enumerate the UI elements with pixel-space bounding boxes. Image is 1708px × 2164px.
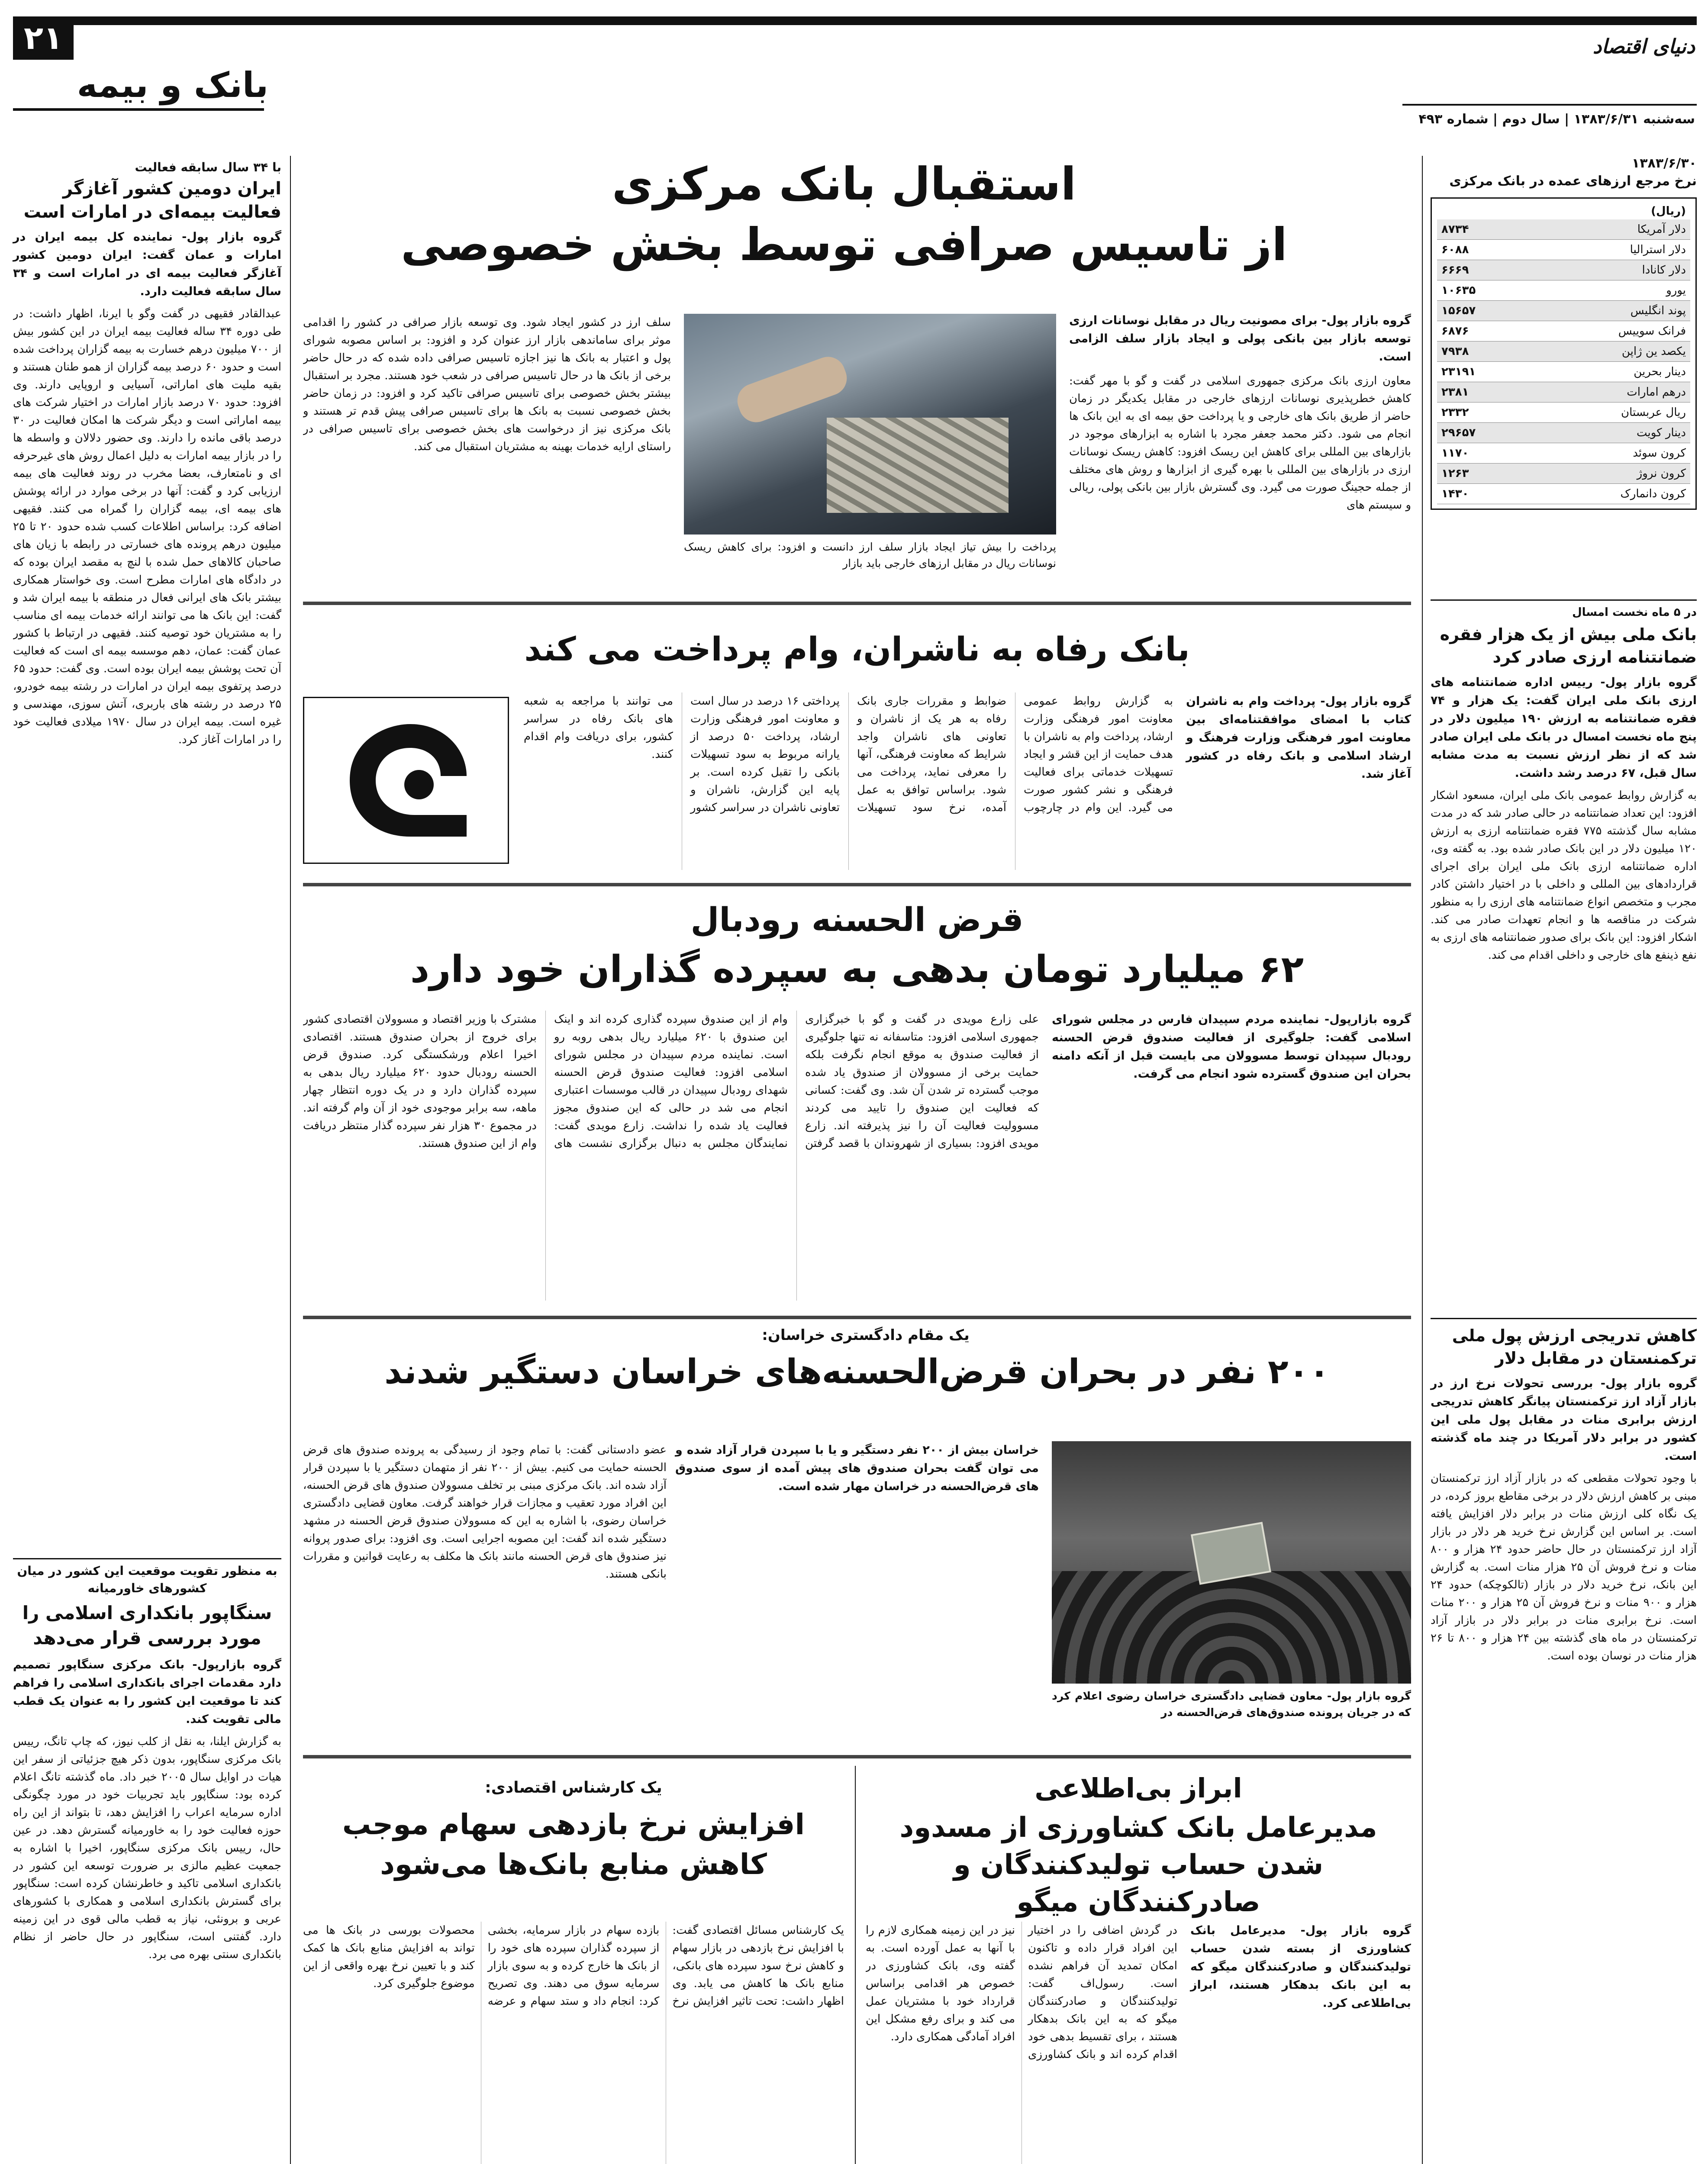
rate-row xyxy=(1437,219,1690,240)
rate-value: ۶۸۷۶ xyxy=(1441,325,1469,338)
main-lead: گروه بازار پول- برای مصونیت ریال در مقابل نوسانات ارزی توسعه بازار بین بانکی پولی و ایجاد بازار سلف الزامی است. xyxy=(1069,314,1411,364)
rate-value: ۷۹۳۸ xyxy=(1441,345,1469,358)
rate-currency: درهم امارات xyxy=(1627,386,1686,399)
rate-value: ۱۱۷۰ xyxy=(1441,447,1469,460)
photo-crowd xyxy=(1052,1571,1411,1684)
rate-currency: کرون دانمارک xyxy=(1620,487,1686,500)
masthead-rule xyxy=(1402,104,1697,106)
singapore-rule xyxy=(13,1558,281,1559)
main-photo-caption: پرداخت را بیش تیاز ایجاد بازار سلف ارز دانست و افزود: برای کاهش ریسک نوسانات ریال در مقابل ارزهای خارجی باید بازار xyxy=(684,541,1056,570)
melli-kicker: در ۵ ماه نخست امسال xyxy=(1572,606,1697,619)
rate-currency: کرون نروژ xyxy=(1637,467,1686,480)
rudbal-title-2: ۶۲ میلیارد تومان بدهی به سپرده گذاران خود دارد xyxy=(410,948,1304,991)
rate-currency: دلار کانادا xyxy=(1642,264,1686,277)
rate-currency: ریال عربستان xyxy=(1621,406,1686,419)
main-col1: معاون ارزی بانک مرکزی جمهوری اسلامی در گفت و گو با مهر گفت: کاهش خطرپذیری نوسانات ارزهای خارجی در مقابل یکدیگر در زمان حاضر از طریق بانک های خارجی و یا پرداخت حق بیمه ای به این بانک ها انجام می شود. دکتر محمد جعفر مجرد با اشاره به ابزارهای موجود در بازارهای بین المللی برای کاهش این ریسک افزود: کاهش ریسک نوسانات ارزی در بازارهای بین المللی با بهره گیری از ابزارها و روش های مختلف از جمله حجینگ صورت می گیرد. وی گسترش بازار بین بانکی پولی، ریالی و سیستم های xyxy=(1069,374,1411,512)
melli-article xyxy=(1431,606,1697,1311)
turkmen-article xyxy=(1431,1324,1697,2164)
rate-row xyxy=(1437,362,1690,382)
rate-row xyxy=(1437,341,1690,362)
insurance-body: عبدالقادر فقیهی در گفت وگو با ایرنا، اظهار داشت: در طی دوره ۳۴ ساله فعالیت بیمه ایران در این کشور بیش از ۷۰۰ میلیون درهم خسارت به بیمه گزاران پرداخت شده است و حدود ۶۰ درصد بیمه گزاران از همو طنان هستند و بقیه ملیت های اماراتی، آسیایی و اروپایی دارند. وی افزود: حدود ۷۰ درصد بازار امارات در اختیار شرکت های بیمه اماراتی است و دیگر شرکت ها امکان فعالیت در ۳۰ درصد باقی مانده را دارند. وی حضور دلالان و واسطه ها را در بازار بیمه امارات به دلیل اعمال روش های غیرحرفه ای و نامتعارف، بعضا مخرب در روند فعالیت های بیمه ارزیابی کرد و گفت: آنها در برخی موارد در ارائه پوشش های بیمه ای، بیمه گزاران را گمراه می کنند. فقیهی اضافه کرد: براساس اطلاعات کسب شده حدود ۲۰ تا ۲۵ میلیون درهم پرونده های خسارتی در رابطه با زیان های صاحبان کالاهای حمل شده با لنچ به مقصد ایران بوده که در دادگاه های امارات مطرح است. وی خواستار همکاری بیشتر بانک های ایرانی فعال در منطقه با بیمه ایران شد و گفت: این بانک ها می توانند ارائه خدمات بیمه ای مناسب را به مشتریان خود توصیه کنند. فقیهی در ارتباط با کشور عمان گفت: عمان، دهم موسسه بیمه ای است که فعالیت آن تحت پوشش بیمه ایران بوده است. وی گفت: حدود ۶۵ درصد پرتفوی بیمه ایران در امارات در رشته بیمه خودرو، ۲۵ درصد در رشته های باربری، آتش سوزی، مهندسی و غیره است. بیمه ایران در سال ۱۹۷۰ میلادی فعالیت خود را در امارات آغاز کرد. xyxy=(13,307,281,746)
insurance-kicker: با ۳۴ سال سابقه فعالیت xyxy=(135,160,281,174)
khorasan-body: عضو دادستانی گفت: با تمام وجود از رسیدگی به پرونده صندوق های قرض الحسنه حمایت می کنیم. بیش از ۲۰۰ نفر از متهمان دستگیر یا با سپردن قرار آزاد شده اند. بانک مرکزی مبنی بر تخلف مسوولان صندوق های قرض الحسنه، این افراد مورد تعقیب و مجازات قرار خواهند گرفت. معاون قضایی دادگستری خراسان رضوی، با اشاره به این که مسوولان صندوق قرض الحسنه در مشهد دستگیر شده اند گفت: این مصوبه اجرایی است. وی افزود: برای صدور پروانه نیز صندوق های قرض الحسنه مانند بانک ها مکلف به رعایت قوانین و مقررات بانکی هستند. xyxy=(303,1443,667,1581)
rate-value: ۱۴۳۰ xyxy=(1441,487,1469,500)
rate-row xyxy=(1437,423,1690,443)
dateline: سه‌شنبه ۱۳۸۳/۶/۳۱ | سال دوم | شماره ۴۹۳ xyxy=(1418,112,1695,127)
left-col-divider xyxy=(290,156,291,2164)
khorasan-photo xyxy=(1052,1441,1411,1684)
stock-body: یک کارشناس مسائل اقتصادی گفت: با افزایش نرخ بازدهی در بازار سهام و کاهش نرخ سود سپرده های بانکی، منابع بانک ها کاهش می یابد. وی اظهار داشت: تحت تاثیر افزایش نرخ بازده سهام در بازار سرمایه، بخشی از سپرده گذاران سپرده های خود را از بانک ها خارج کرده و به سوی بازار سرمایه سوق می دهند. وی تصریح کرد: انجام داد و ستد سهام و عرضه محصولات بورسی در بانک ها می تواند به افزایش منابع بانک ها کمک کند و با تعیین نرخ بهره واقعی از این موضوع جلوگیری کرد. xyxy=(303,1924,844,2008)
refah-logo-icon xyxy=(324,711,488,850)
insurance-lead: گروه بازار پول- نماینده کل بیمه ایران در امارات و عمان گفت: ایران دومین کشور آغازگر فعالیت بیمه ای در امارات است و ۳۴ سال سابقه فعالیت دارد. xyxy=(13,230,281,298)
singapore-kicker: به منظور تقویت موقعیت این کشور در میان کشورهای خاورمیانه xyxy=(17,1564,277,1595)
main-col2: سلف ارز در کشور ایجاد شود. وی توسعه بازار صرافی در کشور را اقدامی موثر برای ساماندهی بازار ارز عنوان کرد و افزود: بر اساس مصوبه شورای پول و اعتبار به بانک ها نیز اجازه تاسیس صرافی داده شده که در حال حاضر برخی از بانک ها در حال تاسیس صرافی در شعب خود هستند. مجرد بر استقبال بیشتر بخش خصوصی برای تاسیس صرافی تاکید کرد و افزود: در زمان حاضر بخش خصوصی نسبت به بانک ها برای تاسیس صرافی پیش قدم تر هستند و بانک مرکزی نیز از درخواست های بخش خصوصی برای تاسیس صرافی در راستای ارایه خدمات بهینه به مشتریان استقبال می کند. xyxy=(303,316,671,453)
turkmen-body: با وجود تحولات مقطعی که در بازار آزاد ارز ترکمنستان مبنی بر کاهش ارزش دلار در برخی مقاطع بروز کرده، در یک نگاه کلی ارزش منات در برابر دلار افزایش یافته است. بر اساس این گزارش نرخ خرید هر دلار در بازار آزاد ارز ترکمنستان در حال حاضر حدود ۲۴ هزار و ۸۰۰ منات و نرخ فروش آن ۲۵ هزار منات است. به گزارش این بانک، نرخ خرید دلار در بازار (تالکوچکه) حدود ۲۴ هزار و ۹۰۰ منات و نرخ فروش آن ۲۵ هزار و ۲۰۰ منات است. نرخ برابری منات در برابر دلار در بازار آزاد ترکمنستان در ماه های گذشته بین ۲۴ هزار و ۸۰۰ تا ۲۶ هزار منات در نوسان بوده است. xyxy=(1431,1472,1697,1662)
rate-row xyxy=(1437,403,1690,423)
rudbal-body: علی زارع مویدی در گفت و گو با خبرگزاری جمهوری اسلامی افزود: متاسفانه نه تنها جلوگیری از فعالیت صندوق به موقع انجام نگرفت بلکه حمایت برخی از مسوولان از صندوق یاد شده موجب گسترده تر شدن آن شد. وی گفت: کسانی که فعالیت این صندوق را تایید می کردند مسوولیت فعالیت آن را نیز پذیرفته اند. زارع مویدی افزود: بسیاری از شهروندان با قصد گرفتن وام از این صندوق سپرده گذاری کرده اند و اینک این صندوق با ۶۲۰ میلیارد ریال بدهی روبه رو است. نماینده مردم سپیدان در مجلس شورای اسلامی افزود: فعالیت صندوق قرض الحسنه شهدای رودبال سپیدان در قالب موسسات اعتباری انجام می شد در حالی که این صندوق مجوز فعالیت یاد شده را نداشت. زارع مویدی گفت: نمایندگان مجلس به دنبال برگزاری نشست های مشترک با وزیر اقتصاد و مسوولان اقتصادی کشور برای خروج از بحران صندوق هستند. اقتصادی اخیرا اعلام ورشکستگی کرد. صندوق قرض الحسنه رودبال حدود ۶۲۰ میلیارد ریال بدهی به سپرده گذاران دارد و در یک دوره انتظار چهار ماهه، سه برابر موجودی خود از آن وام گرفته اند. در مجموع ۳۰ هزار نفر سپرده گذار منتظر دریافت وام از این صندوق هستند. xyxy=(303,1013,1039,1150)
singapore-title: سنگاپور بانکداری اسلامی را مورد بررسی قرار می‌دهد xyxy=(22,1602,272,1649)
rate-value: ۱۰۶۳۵ xyxy=(1441,284,1476,297)
rudbal-title-1: قرض الحسنه رودبال xyxy=(690,900,1024,939)
rate-row xyxy=(1437,260,1690,280)
khorasan-kicker: یک مقام دادگستری خراسان: xyxy=(762,1327,970,1344)
singapore-article xyxy=(13,1562,281,2164)
refah-logo xyxy=(303,697,509,864)
rate-value: ۶۶۶۹ xyxy=(1441,264,1469,277)
section-rule xyxy=(13,108,264,111)
melli-title: بانک ملی بیش از یک هزار فقره ضمانتنامه ارزی صادر کرد xyxy=(1440,625,1697,667)
refah-body: به گزارش روابط عمومی معاونت امور فرهنگی وزارت ارشاد، پرداخت وام به ناشران با هدف حمایت از این قشر و ایجاد تسهیلات خدماتی برای فعالیت فرهنگی و نشر کشور صورت می گیرد. این وام در چارچوب ضوابط و مقررات جاری بانک رفاه به هر یک از ناشران و تعاونی های ناشران واجد شرایط که معاونت فرهنگی، آنها را معرفی نماید، پرداخت می شود. براساس توافق به عمل آمده، نرخ سود تسهیلات پرداختی ۱۶ درصد در سال است و معاونت امور فرهنگی وزارت ارشاد، پرداخت ۵۰ درصد از یارانه مربوط به سود تسهیلات بانکی را تقبل کرده است. بر پایه این گزارش، ناشران و تعاونی ناشران در سراسر کشور می توانند با مراجعه به شعبه های بانک رفاه در سراسر کشور، برای دریافت وام اقدام کنند. xyxy=(524,695,1173,814)
rudbal-bottom-rule xyxy=(303,1316,1411,1319)
agri-kicker: ابراز بی‌اطلاعی xyxy=(1034,1772,1242,1804)
rate-value: ۲۳۱۹۱ xyxy=(1441,365,1476,378)
rate-row xyxy=(1437,240,1690,260)
turkmen-lead: گروه بازار پول- بررسی تحولات نرخ ارز در بازار آزاد ارز ترکمنستان پیانگر کاهش تدریجی ارزش برابری منات در مقابل پول ملی این کشور در برابر دلار آمریکا در چند ماه گذشته است. xyxy=(1431,1377,1697,1463)
rate-value: ۶۰۸۸ xyxy=(1441,243,1469,256)
rates-unit: (ریال) xyxy=(1651,205,1686,218)
photo-banknotes xyxy=(827,418,1009,513)
agri-body: در گردش اضافی را در اختیار این افراد قرار داده و تاکنون امکان تمدید آن فراهم نشده است. رسول‌اف گفت: تولیدکنندگان و صادرکنندگان میگو که به این بانک بدهکار هستند ، برای تقسیط بدهی خود اقدام کرده اند و بانک کشاورزی نیز در این زمینه همکاری لازم را با آنها به عمل آورده است. به گفته وی، بانک کشاورزی در خصوص هر اقدامی براساس قرارداد خود با مشتریان عمل می کند و برای رفع مشکل این افراد آمادگی همکاری دارد. xyxy=(866,1924,1177,2061)
turkmen-title: کاهش تدریجی ارزش پول ملی ترکمنستان در مقابل دلار xyxy=(1452,1326,1697,1368)
rate-currency: دینار بحرین xyxy=(1634,365,1686,378)
rate-row xyxy=(1437,464,1690,484)
rate-row xyxy=(1437,484,1690,504)
rate-value: ۲۹۶۵۷ xyxy=(1441,426,1476,439)
rates-box xyxy=(1431,156,1697,567)
refah-title: بانک رفاه به ناشران، وام پرداخت می کند xyxy=(524,630,1190,668)
rates-table xyxy=(1431,197,1697,510)
masthead-logo: دنیای اقتصاد xyxy=(1592,35,1695,58)
rates-rows xyxy=(1437,219,1690,504)
rate-currency: پوند انگلیس xyxy=(1630,304,1686,317)
rate-row xyxy=(1437,301,1690,321)
rate-value: ۸۷۳۴ xyxy=(1441,223,1469,236)
photo-hand xyxy=(732,352,851,427)
turkmen-rule xyxy=(1431,1318,1697,1319)
singapore-body: به گزارش ایلنا، به نقل از کلب نیوز، که چاپ تانگ، رییس بانک مرکزی سنگاپور، بدون ذکر هیچ جزئیاتی از سفر این هیات در اوایل سال ۲۰۰۵ خبر داد. ماه گذشته تانگ اعلام کرده بود: سنگاپور باید تجربیات خود در مورد چگونگی اداره سرمایه اعراب را افزایش دهد، تا بتواند از این راه حوزه فعالیت خود را به خاورمیانه گسترش دهد. در عین حال، رییس بانک مرکزی سنگاپور، اخیرا با اشاره به جمعیت عظیم مالزی بر ضرورت توسعه این کشور در بانکداری اسلامی تاکید و خاطرنشان کرده است: سنگاپور برای گسترش بانکداری اسلامی و همکاری با کشورهای عربی و برونئی، نیاز به قطب مالی قوی در این زمینه دارد. گفتنی است، سنگاپور در حال حاضر از نظام بانکداری سنتی بهره می برد. xyxy=(13,1735,281,1961)
rate-currency: دینار کویت xyxy=(1637,426,1686,439)
page-number: ۲۱ xyxy=(23,19,63,57)
main-photo xyxy=(684,314,1056,535)
refah-lead: گروه بازار پول- پرداخت وام به ناشران کتاب با امضای موافقتنامه‌ای بین معاونت امور فرهنگی وزارت فرهنگ و ارشاد اسلامی و بانک رفاه در کشور آغاز شد. xyxy=(1186,695,1411,781)
agri-title: مدیرعامل بانک کشاورزی از مسدود شدن حساب تولیدکنندگان و صادرکنندگان میگو xyxy=(899,1812,1377,1918)
melli-rule xyxy=(1431,599,1697,601)
rate-currency: کرون سوئد xyxy=(1633,447,1686,460)
rate-value: ۲۳۸۱ xyxy=(1441,386,1469,399)
rate-currency: فرانک سوییس xyxy=(1618,325,1686,338)
rate-row xyxy=(1437,443,1690,464)
rates-date: ۱۳۸۳/۶/۳۰ xyxy=(1631,156,1697,171)
rate-currency: دلار آمریکا xyxy=(1637,223,1686,236)
rate-row xyxy=(1437,280,1690,301)
singapore-lead: گروه بازارپول- بانک مرکزی سنگاپور تصمیم دارد مقدمات اجرای بانکداری اسلامی را فراهم کند تا موقعیت این کشور را به عنوان یک قطب مالی تقویت کند. xyxy=(13,1658,281,1726)
stock-title: افزایش نرخ بازدهی سهام موجب کاهش منابع بانک‌ها می‌شود xyxy=(342,1808,805,1881)
top-rule xyxy=(74,16,1697,25)
rudbal-lead: گروه بازارپول- نماینده مردم سپیدان فارس در مجلس شورای اسلامی گفت: جلوگیری از فعالیت صندوق قرض الحسنه رودبال سپیدان توسط مسوولان می بایست قبل از آنکه دامنه بحران این صندوق گسترده شود انجام می گرفت. xyxy=(1052,1013,1411,1081)
agri-lead: گروه بازار پول- مدیرعامل بانک کشاورزی از بسته شدن حساب تولیدکنندگان و صادرکنندگان میگو که به این بانک بدهکار هستند، ابراز بی‌اطلاعی کرد. xyxy=(1190,1924,1411,2010)
rate-value: ۲۳۳۲ xyxy=(1441,406,1469,419)
rate-currency: یکصد ین ژاپن xyxy=(1621,345,1686,358)
section-title: بانک و بیمه xyxy=(77,65,268,105)
khorasan-lead: خراسان بیش از ۲۰۰ نفر دستگیر و یا با سپردن قرار آزاد شده و می توان گفت بحران صندوق های پیش آمده از سوی صندوق های قرض‌الحسنه در خراسان مهار شده است. xyxy=(675,1443,1039,1493)
melli-body: به گزارش روابط عمومی بانک ملی ایران، مسعود اشکار افزود: این تعداد ضمانتنامه در حالی صادر شد که در مدت مشابه سال گذشته ۷۷۵ فقره ضمانتنامه ارزی به ارزش ۱۲۰ میلیون دلار در این بانک صادر شده بود. به گفته وی، اداره ضمانتنامه ارزی بانک ملی ایران برای اجرای قراردادهای بین المللی و داخلی با در اختیار داشتن کادر مجرب و متخصص انواع ضمانتنامه های ارزی را به منظور شرکت در مناقصه ها و انجام تعهدات صادر می کند. اشکار افزود: این بانک برای صدور ضمانتنامه های ارزی به نفع ذینفع های خارجی و داخلی اقدام می کند. xyxy=(1431,789,1697,962)
rate-currency: دلار استرالیا xyxy=(1630,243,1686,256)
melli-lead: گروه بازار پول- رییس اداره ضمانتنامه های ارزی بانک ملی ایران گفت: یک هزار و ۷۴ فقره ضمانتنامه به ارزش ۱۹۰ میلیون دلار در پنج ماه نخست امسال در بانک ملی ایران صادر شد که از نظر ارزش نسبت به مدت مشابه سال قبل، ۶۷ درصد رشد داشت. xyxy=(1431,676,1697,780)
rate-currency: یورو xyxy=(1666,284,1686,297)
bottom-split-rule xyxy=(855,1766,856,2164)
stock-kicker: یک کارشناس اقتصادی: xyxy=(485,1779,662,1797)
khorasan-bottom-rule xyxy=(303,1755,1411,1758)
page-number-box xyxy=(13,16,74,60)
rates-title: نرخ مرجع ارزهای عمده در بانک مرکزی xyxy=(1449,174,1697,189)
insurance-title: ایران دومین کشور آغازگر فعالیت بیمه‌ای در امارات است xyxy=(23,179,281,222)
main-title-2: از تاسیس صرافی توسط بخش خصوصی xyxy=(401,218,1287,271)
insurance-article xyxy=(13,160,281,1545)
refah-bottom-rule xyxy=(303,883,1411,886)
main-bottom-rule xyxy=(303,602,1411,605)
khorasan-title: ۲۰۰ نفر در بحران قرض‌الحسنه‌های خراسان دستگیر شدند xyxy=(384,1352,1330,1391)
main-title-1: استقبال بانک مرکزی xyxy=(612,158,1076,210)
rate-value: ۱۲۶۳ xyxy=(1441,467,1469,480)
right-col-divider xyxy=(1422,156,1423,2164)
rate-row xyxy=(1437,382,1690,403)
khorasan-caption: گروه بازار پول- معاون قضایی دادگستری خراسان رضوی اعلام کرد که در جریان پرونده صندوق‌های قرض‌الحسنه در xyxy=(1052,1690,1411,1719)
rate-value: ۱۵۶۵۷ xyxy=(1441,304,1476,317)
rate-row xyxy=(1437,321,1690,341)
